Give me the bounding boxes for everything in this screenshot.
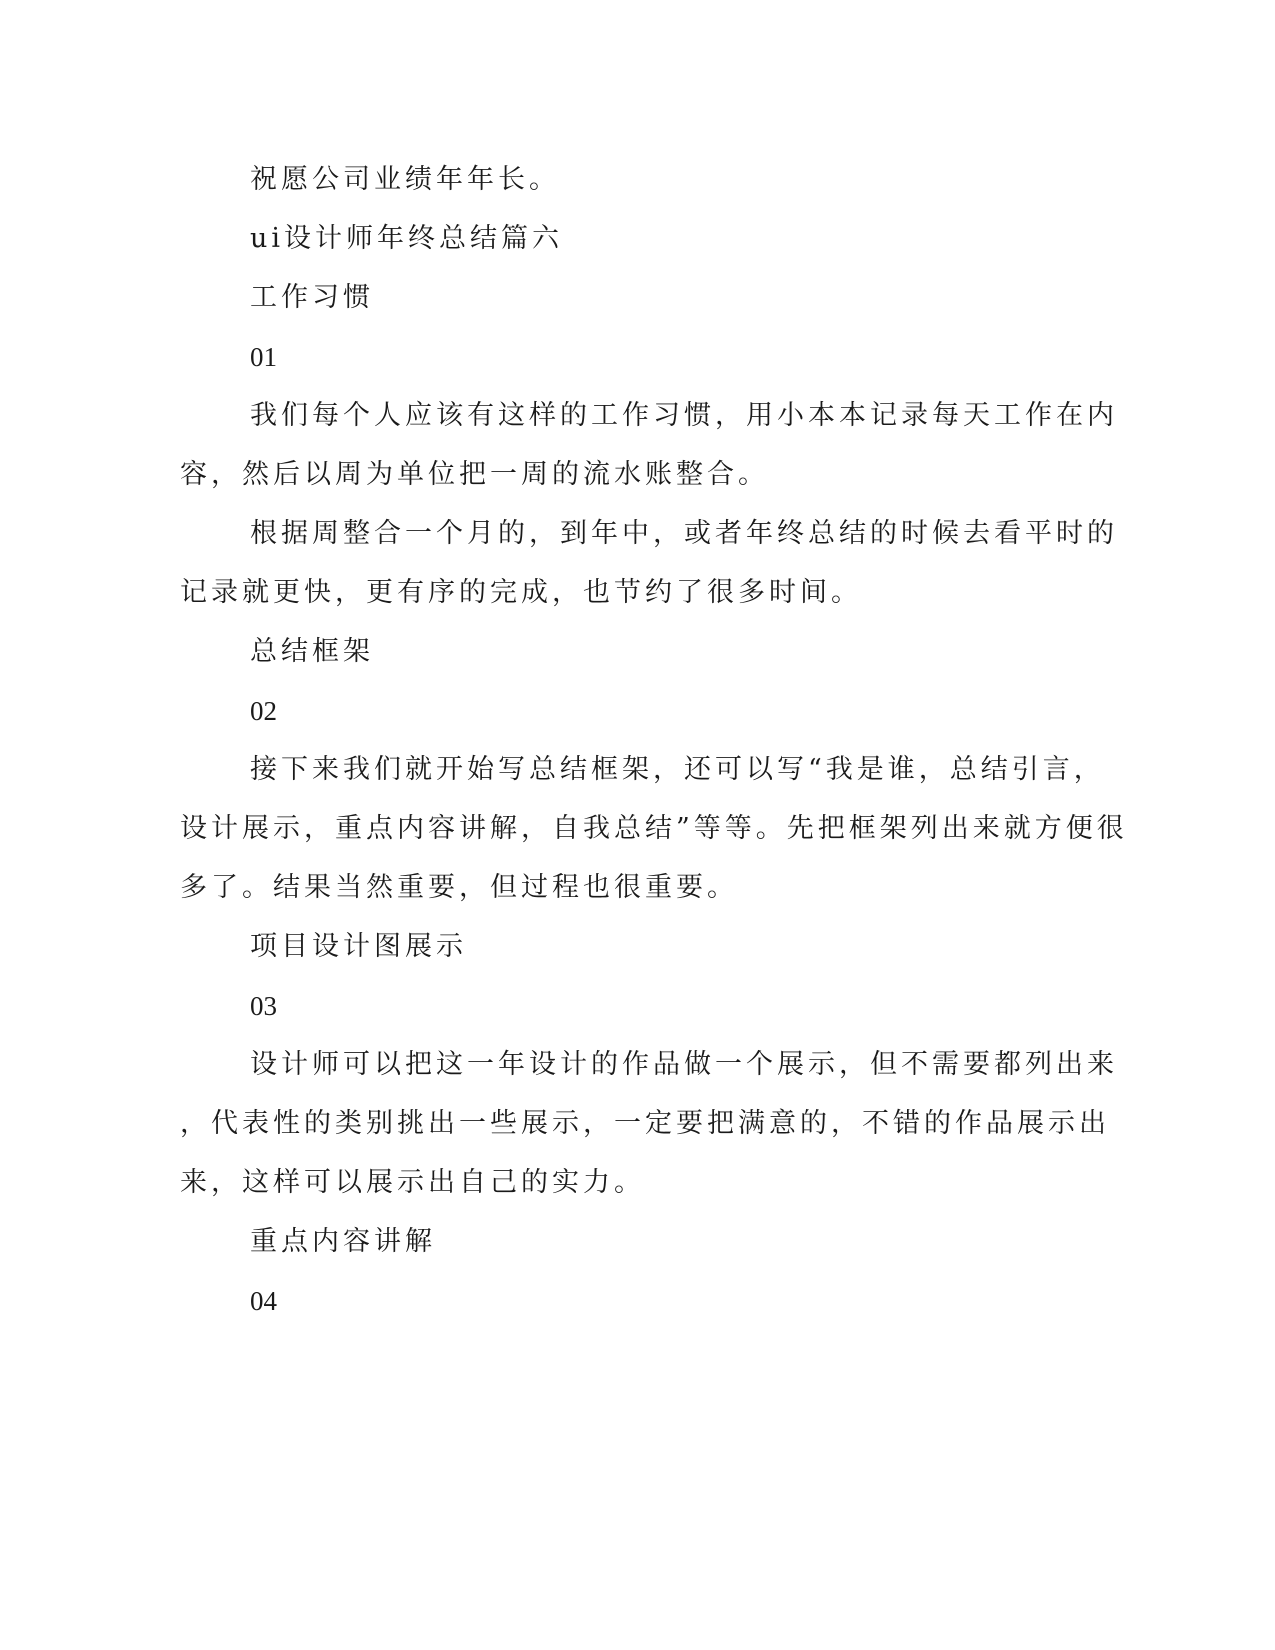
number-01: 01 [250,342,277,372]
paragraph-line: 记录就更快，更有序的完成，也节约了很多时间。 [180,577,862,608]
paragraph-line: 容，然后以周为单位把一周的流水账整合。 [180,459,769,490]
heading-key-content: 重点内容讲解 [250,1226,436,1257]
closing-wish-line: 祝愿公司业绩年年长。 [250,164,560,195]
number-04: 04 [250,1286,277,1316]
number-02: 02 [250,696,277,726]
heading-design-showcase: 项目设计图展示 [250,931,467,962]
heading-summary-framework: 总结框架 [250,636,374,667]
paragraph-line: 接下来我们就开始写总结框架，还可以写“我是谁，总结引言， [250,754,1105,785]
paragraph-line: 多了。结果当然重要，但过程也很重要。 [180,872,738,903]
paragraph-line: 设计展示，重点内容讲解，自我总结”等等。先把框架列出来就方便很 [180,813,1128,844]
paragraph-line: 来，这样可以展示出自己的实力。 [180,1167,645,1198]
paragraph-line: 我们每个人应该有这样的工作习惯，用小本本记录每天工作在内 [250,400,1118,431]
paragraph-line: 设计师可以把这一年设计的作品做一个展示，但不需要都列出来 [250,1049,1118,1080]
number-03: 03 [250,991,277,1021]
heading-work-habits: 工作习惯 [250,282,374,313]
section-title: ui设计师年终总结篇六 [250,223,564,254]
paragraph-line: 根据周整合一个月的，到年中，或者年终总结的时候去看平时的 [250,518,1118,549]
paragraph-line: ，代表性的类别挑出一些展示，一定要把满意的，不错的作品展示出 [180,1108,1110,1139]
